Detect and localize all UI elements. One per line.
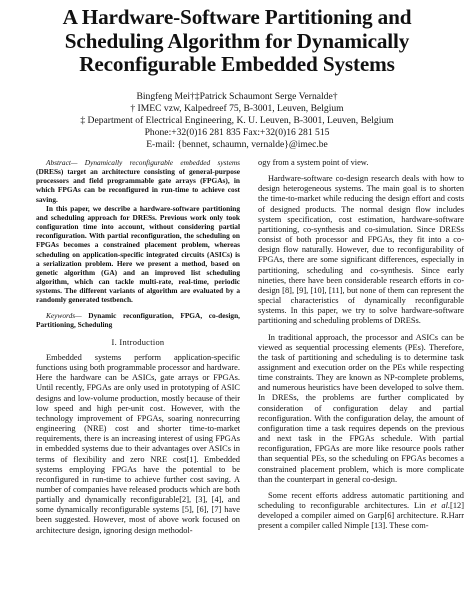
- paper-title: [20, 6, 454, 77]
- intro-paragraph-continued: ogy from a system point of view.: [258, 158, 369, 167]
- intro-paragraph-4: [258, 491, 464, 532]
- affiliation-kuleuven: ‡ Department of Electrical Engineering, K. U. Leuven, B-3001, Leuven, Belgium: [80, 114, 394, 126]
- para4-text-b: [12] developed a compiler aimed on Garp[6] architecture. R.Harr present a compiler called Nimple [13]. These com-: [258, 501, 464, 531]
- keywords-body: Dynamic reconfiguration, FPGA, co-design, Partitioning, Scheduling: [36, 310, 240, 329]
- author-names: Bingfeng Mei†‡Patrick Schaumont Serge Vernalde†: [136, 91, 338, 102]
- title-line-1: A Hardware-Software Partitioning and: [62, 5, 412, 29]
- keywords: [36, 311, 240, 329]
- keywords-lead: Keywords—: [46, 310, 82, 320]
- left-column: [36, 158, 240, 536]
- para4-text-a: Some recent efforts address automatic partitioning and scheduling to reconfigurable architectures. Lin: [258, 490, 464, 510]
- abstract: [36, 158, 240, 204]
- abstract-lead: Abstract—: [46, 158, 78, 167]
- affiliation-imec: † IMEC vzw, Kalpedreef 75, B-3001, Leuven, Belgium: [130, 102, 344, 114]
- right-column: [258, 158, 464, 531]
- para4-et-al: et al.: [430, 501, 451, 510]
- title-line-2: Scheduling Algorithm for Dynamically: [64, 28, 410, 53]
- abstract-lead-italic: Dynamically reconfigurable embedded systems: [77, 158, 240, 167]
- intro-paragraph-1: Embedded systems perform application-specific functions using both programmable processor and hardware. Here the hardware can be ASICs, gate arrays or FPGAs. Until recently, FPGAs are only used in prototyping of ASIC designs and low-volume production, mostly because of their low speed and high per-unit cost. However, with the technology improvement of FPGAs, soaring nonrecurring engineering (NRE) cost and shorter time-to-market requirements, there is an increasing interest of using FPGAs in embedded systems due to their advantages over ASICs in terms of flexibility and zero NRE cost[1]. Embedded systems employing FPGAs have the potential to be reconfigured in run-time to achieve further cost saving. A number of companies have released products which are both partially and dynamically reconfigurable[2], [3], [4], and some dynamically reconfigurable systems [5], [6], [7] have been suggested. However, most of above work focused on architecture design, ignoring design methodol-: [36, 352, 240, 535]
- author-block: [20, 91, 454, 151]
- contact-email: E-mail: {bennet, schaumn, vernalde}@imec.be: [146, 138, 328, 150]
- contact-phone-fax: Phone:+32(0)16 281 835 Fax:+32(0)16 281 515: [144, 126, 330, 138]
- intro-paragraph-3: In traditional approach, the processor and ASICs can be viewed as sequential processing elements (PEs). Therefore, the task of partitioning and scheduling is to determine task assignment and execution order on the PEs while respecting time constraints. They are known as NP-complete problems, and numerous heuristics have been developed to solve them. In DRESs, the problems are further complicated by consideration of configuration delay and partial reconfiguration. With the configuration delay, the amount of configuration time a task requires depends on the previous and next task in the FPGAs schedule. With partial reconfiguration, FPGAs are more like resource pools rather than sequential PEs, so the scheduling on FPGAs becomes a constrained placement problem, which is more complicate than the counterpart in general co-design.: [258, 332, 464, 484]
- abstract-paragraph-2: In this paper, we describe a hardware-software partitioning and scheduling approach for DRESs. Previous work only took configuration time into account, without considering partial reconfiguration. With partial reconfiguration, the scheduling on FPGAs becomes a constrained placement problem, whereas scheduling on application-specific integrated circuits (ASICs) is a serialization problem. Here we present a method, based on genetic algorithm (GA) and an improved list scheduling algorithm, which can tackle multi-rate, real-time, periodic systems. The different variants of algorithm are evaluated by a randomly generated testbench.: [36, 203, 240, 305]
- intro-paragraph-2: Hardware-software co-design research deals with how to design heterogeneous systems. The main goal is to shorten the time-to-market while reducing the design effort and costs of designed products. The normal design flow includes system specification, cost estimation, hardware-software partitioning, co-synthesis and co-simulation. Since DRESs consist of both processor and FPGAs, they fit into a co-design flow naturally. However, due to reconfigurability of FPGAs, there are some significant differences, especially in partitioning, scheduling and co-synthesis. Since early nineties, there have been considerable research efforts in co-design [8], [9], [10], [11], but none of them can represent the special characteristics of dynamically reconfigurable systems. In this paper, we try to solve hardware-software partitioning and scheduling problems of DRESs.: [258, 174, 464, 326]
- abstract-body: (DRESs) target an architecture consisting of general-purpose processors and field programmable gate arrays (FPGAs), in which FPGAs can be reconfigured in run-time to achieve cost saving.: [36, 167, 240, 204]
- section-heading-introduction: I. Introduction: [111, 337, 165, 347]
- title-line-3: Reconfigurable Embedded Systems: [79, 52, 395, 77]
